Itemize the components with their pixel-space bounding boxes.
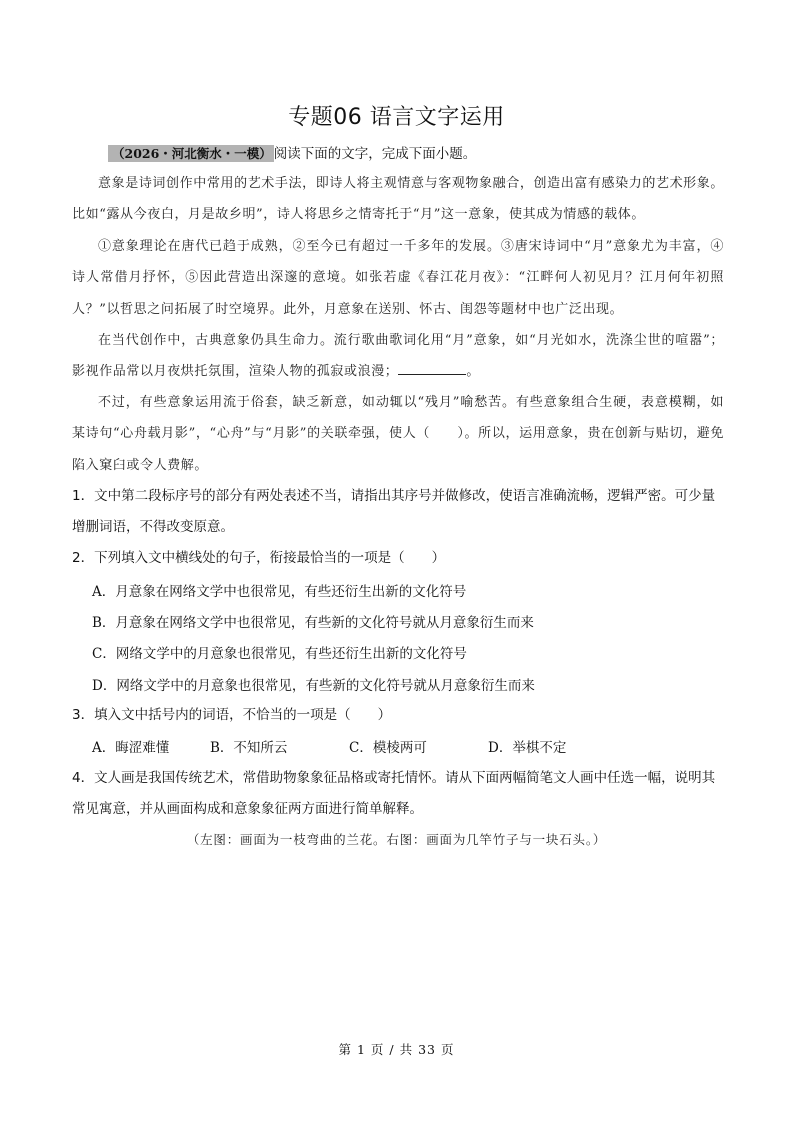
option-letter: D． [488,740,513,756]
question-2-option-b [92,611,534,631]
option-letter: D． [92,678,117,694]
option-text: 网络文学中的月意象也很常见，有些还衍生出新的文化符号 [115,646,467,662]
question-3-option-c [349,736,427,756]
paragraph-text: ①意象理论在唐代已趋于成熟，②至今已有超过一千多年的发展。③唐宋诗词中“月”意象尤为丰富，④诗人常借月抒怀，⑤因此营造出深邃的意境。如张若虚《春江花月夜》：“江畔何人初见月？江月何年初照人？”以哲思之问拓展了时空境界。此外，月意象在送别、怀古、闺怨等题材中也广泛出现。 [72,239,724,317]
paragraph-text [72,325,724,388]
option-letter: B． [210,740,234,756]
paragraph-text-before-blank: 在当代创作中，古典意象仍具生命力。流行歌曲歌词化用“月”意象，如“月光如水，洗涤尘世的喧嚣”；影视作品常以月夜烘托氛围，渲染人物的孤寂或浪漫； [72,333,724,380]
option-text: 月意象在网络文学中也很常见，有些还衍生出新的文化符号 [115,584,467,600]
paragraph-text: 意象是诗词创作中常用的艺术手法，即诗人将主观情意与客观物象融合，创造出富有感染力的艺术形象。比如“露从今夜白，月是故乡明”，诗人将思乡之情寄托于“月”这一意象，使其成为情感的载体。 [72,176,724,223]
option-letter: A． [92,740,116,756]
paragraph-text: 不过，有些意象运用流于俗套，缺乏新意，如动辄以“残月”喻愁苦。有些意象组合生硬，表意模糊，如某诗句“心舟载月影”，“心舟”与“月影”的关联牵强，使人（ ）。所以，运用意象，贵在创新与贴切，避免陷入窠臼或令人费解。 [72,395,724,473]
source-tag: （2026・河北衡水・一模） [108,145,274,162]
page-title: 专题06 语言文字运用 [288,105,505,130]
reading-instruction: 阅读下面的文字，完成下面小题。 [273,146,477,162]
option-text: 不知所云 [233,740,288,756]
passage-paragraph-1 [72,168,724,231]
option-letter: B． [92,615,116,631]
source-line [108,144,476,164]
option-letter: C． [92,646,116,662]
fill-in-blank [398,362,466,375]
option-text: 晦涩难懂 [115,740,170,756]
option-text: 举棋不定 [512,740,567,756]
option-letter: A． [92,584,116,600]
paragraph-text-after-blank: 。 [466,364,481,380]
question-3-option-a [92,736,169,756]
option-text: 月意象在网络文学中也很常见，有些新的文化符号就从月意象衍生而来 [115,615,534,631]
question-3-option-d [488,736,566,756]
question-1: 1．文中第二段标序号的部分有两处表述不当，请指出其序号并做修改，使语言准确流畅，逻辑严密。可少量增删词语，不得改变原意。 [72,488,716,535]
passage-paragraph-2 [72,231,724,325]
option-text: 网络文学中的月意象也很常见，有些新的文化符号就从月意象衍生而来 [116,678,535,694]
option-text: 模棱两可 [372,740,427,756]
passage-paragraph-3 [72,325,724,388]
image-caption: （左图：画面为一枝弯曲的兰花。右图：画面为几竿竹子与一块石头。） [186,832,607,847]
question-2-option-d [92,674,535,694]
question-2-stem: 2．下列填入文中横线处的句子，衔接最恰当的一项是（ ） [72,550,446,566]
option-letter: C． [349,740,373,756]
question-2-option-c [92,642,467,662]
question-4: 4．文人画是我国传统艺术，常借助物象象征品格或寄托情怀。请从下面两幅简笔文人画中任选一幅，说明其常见寓意，并从画面构成和意象象征两方面进行简单解释。 [72,770,716,817]
question-3-stem: 3．填入文中括号内的词语，不恰当的一项是（ ） [72,707,392,723]
question-2-option-a [92,580,466,600]
question-3-option-b [210,736,287,756]
passage-paragraph-4 [72,387,724,481]
page-footer: 第 1 页 / 共 33 页 [338,1042,455,1057]
